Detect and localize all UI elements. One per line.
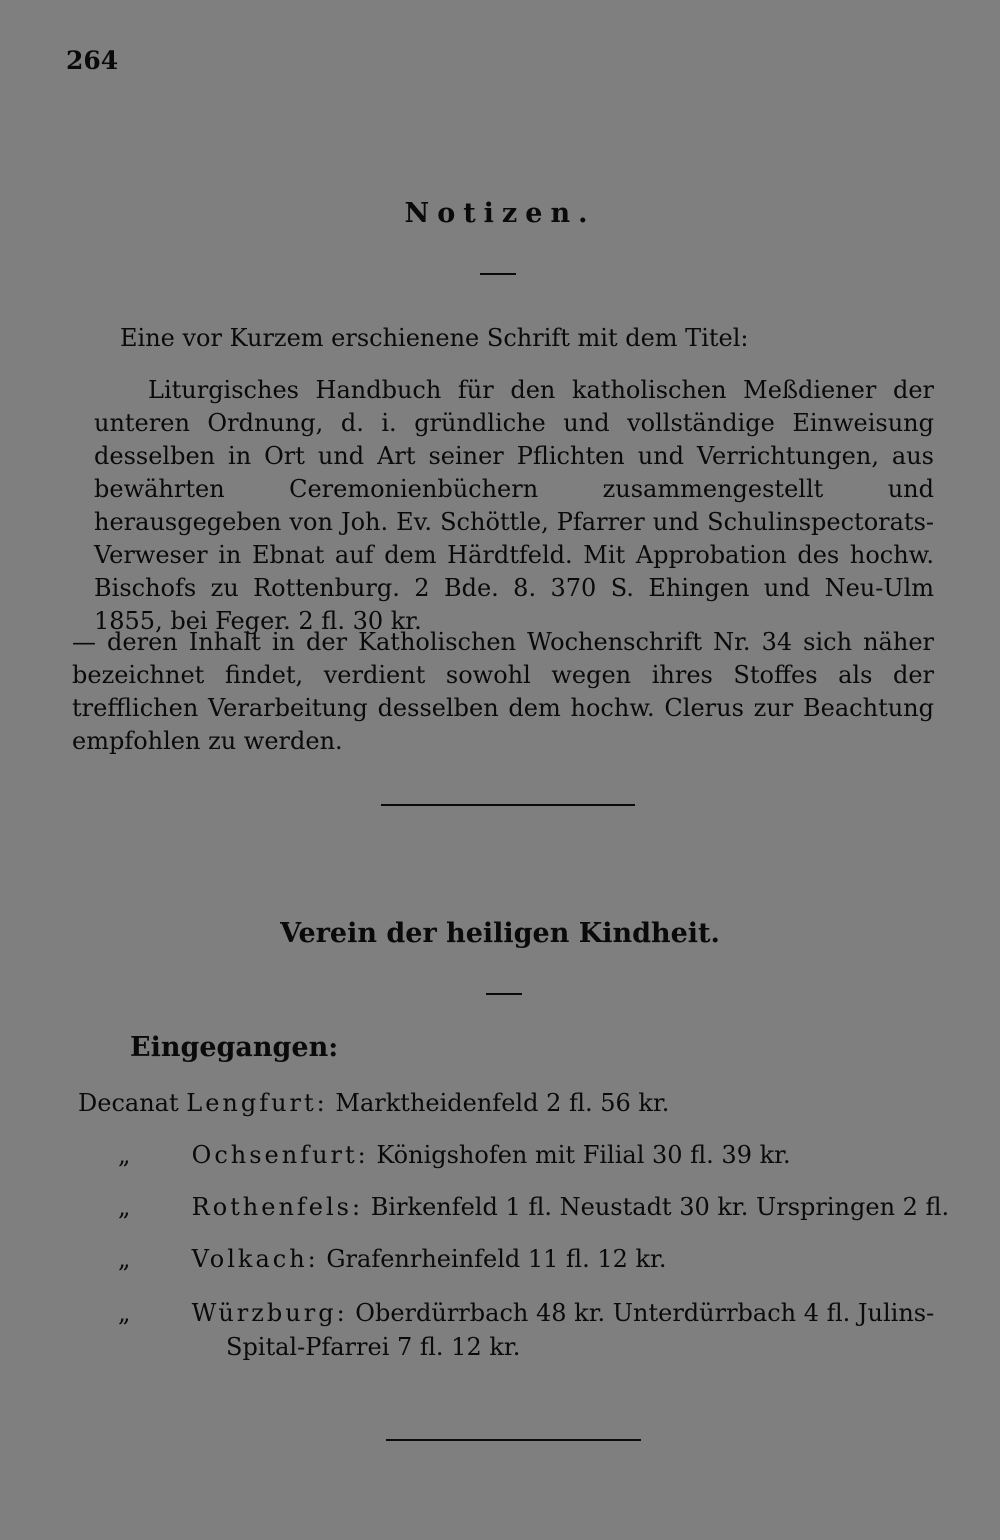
entry-prefix: „ [118,1193,131,1221]
intro-paragraph: Eine vor Kurzem erschienene Schrift mit dem Titel: [120,324,749,352]
received-heading: Eingegangen: [130,1032,339,1063]
entry-prefix: „ [118,1141,131,1169]
book-citation: Liturgisches Handbuch für den katholischen Meßdiener der unteren Ordnung, d. i. gründliche und vollständige Einweisung desselben in Ort und Art seiner Pflichten und Verrichtungen, aus bewährten Ceremonienbüchern zusammengestellt und herausgegeben von Joh. Ev. Schöttle, Pfarrer und Schulinspectorats-Verweser in Ebnat auf dem Härdtfeld. Mit Approbation des hochw. Bischofs zu Rottenburg. 2 Bde. 8. 370 S. Ehingen und Neu-Ulm 1855, bei Feger. 2 fl. 30 kr. [94,376,934,635]
entry-place: Ochsenfurt: [191,1141,369,1169]
entry-text: Grafenrheinfeld 11 fl. 12 kr. [326,1245,667,1273]
entry-text: Marktheidenfeld 2 fl. 56 kr. [335,1089,670,1117]
list-item [118,1239,667,1279]
entry-prefix: „ [118,1299,131,1327]
entry-text: Oberdürrbach 48 kr. Unterdürrbach 4 fl. Julins- [355,1299,935,1327]
section-title-verein: Verein der heiligen Kindheit. [280,918,720,949]
section-divider [381,804,635,806]
section-title-notizen: Notizen. [404,198,596,229]
entry-prefix: Decanat [78,1089,179,1117]
entry-text: Birkenfeld 1 fl. Neustadt 30 kr. Urspringen 2 fl. [370,1193,950,1221]
list-item-continuation: Spital-Pfarrei 7 fl. 12 kr. [226,1333,521,1361]
title-dash [486,993,522,995]
entry-prefix: „ [118,1245,131,1273]
list-item [78,1083,669,1123]
entry-place: Würzburg: [191,1299,348,1327]
entry-place: Lengfurt: [186,1089,328,1117]
list-item [118,1187,949,1227]
entry-place: Volkach: [191,1245,319,1273]
list-item [118,1135,791,1175]
entry-place: Rothenfels: [191,1193,364,1221]
entry-text: Königshofen mit Filial 30 fl. 39 kr. [376,1141,791,1169]
title-dash [480,273,516,275]
page-end-divider [386,1439,641,1441]
page-number: 264 [66,46,119,75]
remark-paragraph: — deren Inhalt in der Katholischen Wochenschrift Nr. 34 sich näher bezeichnet findet, verdient sowohl wegen ihres Stoffes als der trefflichen Verarbeitung desselben dem hochw. Clerus zur Beachtung empfohlen zu werden. [72,628,934,755]
